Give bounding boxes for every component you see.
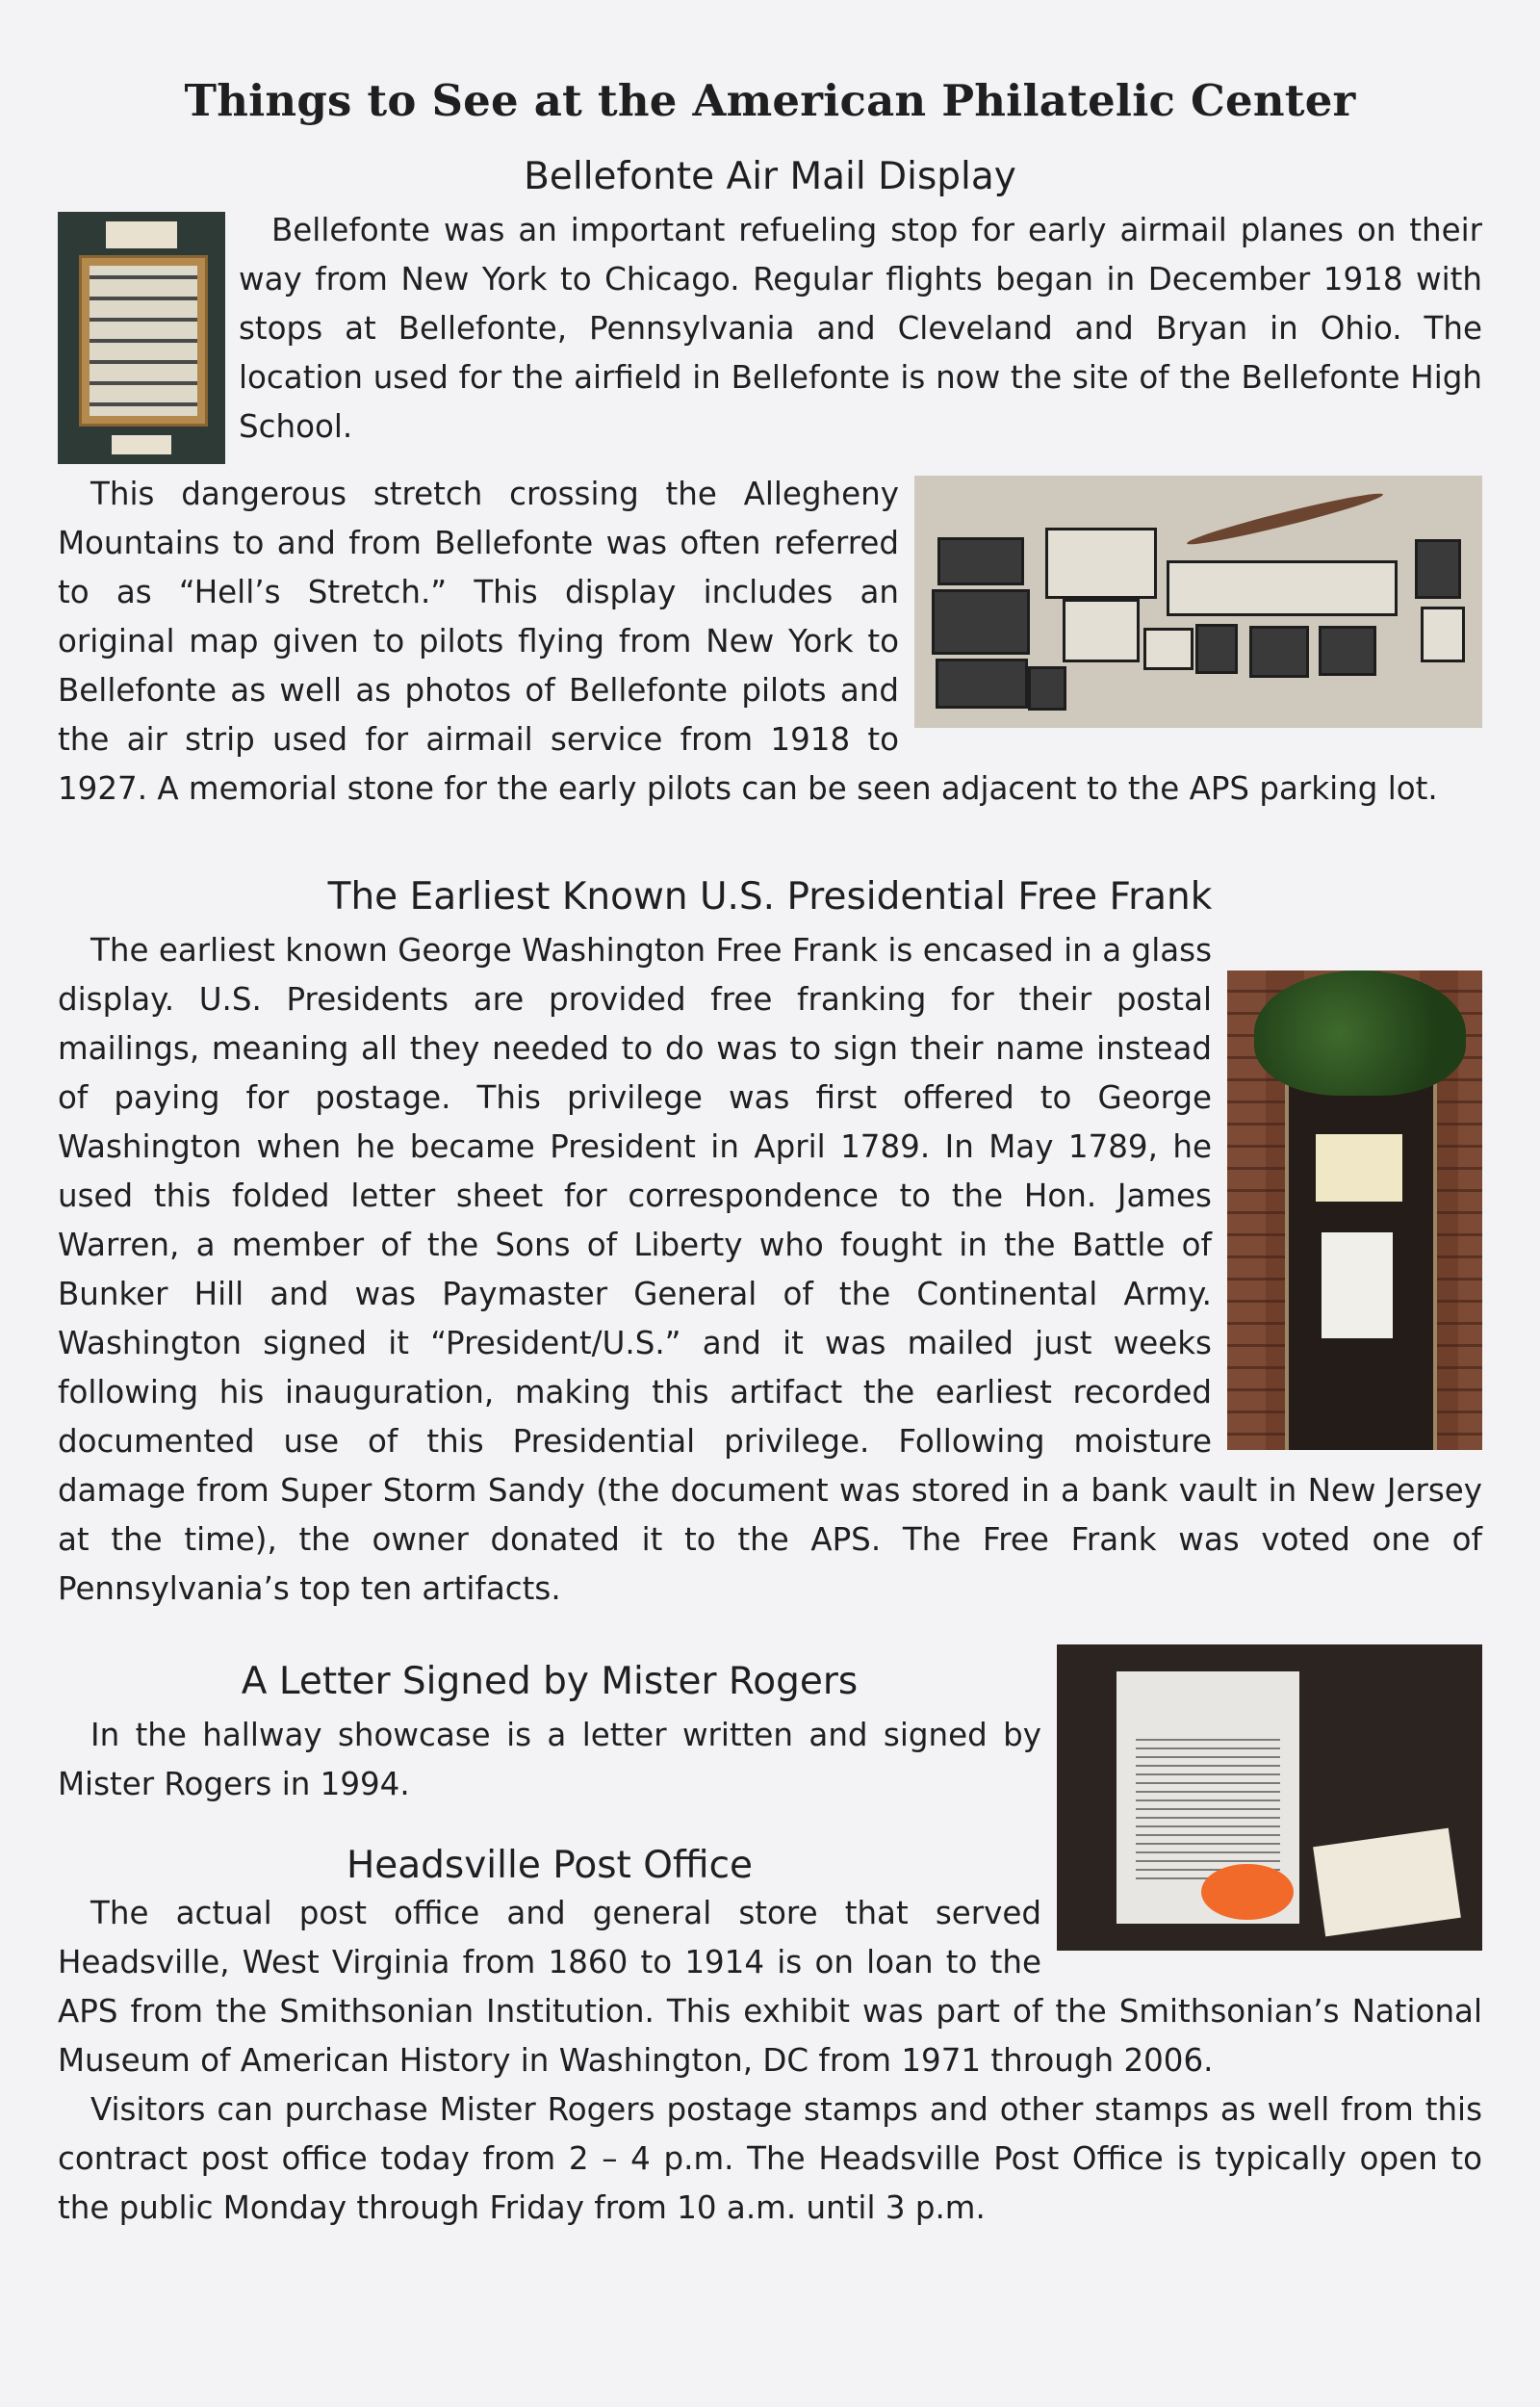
headsville-paragraph-1: The actual post office and general store that served Headsville, West Virginia from 1860 to 1914 is on loan to the APS from the Smithsonian Institution. This exhibit was part of the Smithsonian’s National Museum of American History in Washington, DC from 1971 through 2006. bbox=[58, 1895, 1482, 2079]
airmail-paragraph-1: Bellefonte was an important refueling stop for early airmail planes on their way from New York to Chicago. Regular flights began in December 1918 with stops at Bellefonte, Pennsylvania and Cleveland and Bryan in Ohio. The location used for the airfield in Bellefonte is now the site of the Bellefonte High School. bbox=[239, 212, 1482, 445]
photo-airmail-poster bbox=[58, 212, 225, 464]
section-heading-rogers: A Letter Signed by Mister Rogers bbox=[241, 1660, 859, 1703]
airmail-paragraph-2: This dangerous stretch crossing the Allegheny Mountains to and from Bellefonte was often referred to as “Hell’s Stretch.” This display includes an original map given to pilots flying from New York to Bellefonte as well as photos of Bellefonte pilots and the air strip used for airmail service from 1918 to 1927. A memorial stone for the early pilots can be seen adjacent to the APS parking lot. bbox=[58, 476, 1438, 807]
free-frank-paragraph: The earliest known George Washington Free Frank is encased in a glass display. U.S. Presidents are provided free franking for their postal mailings, meaning all they needed to do was to sign their name instead of paying for postage. This privilege was first offered to George Washington when he became President in April 1789. In May 1789, he used this folded letter sheet for correspondence to the Hon. James Warren, a member of the Sons of Liberty who fought in the Battle of Bunker Hill and was Paymaster General of the Continental Army. Washington signed it “President/U.S.” and it was mailed just weeks following his inauguration, making this artifact the earliest recorded documented use of this Presidential privilege. Following moisture damage from Super Storm Sandy (the document was stored in a bank vault in New Jersey at the time), the owner donated it to the APS. The Free Frank was voted one of Pennsylvania’s top ten artifacts. bbox=[58, 932, 1482, 1607]
section-heading-free-frank: The Earliest Known U.S. Presidential Free Frank bbox=[327, 875, 1213, 919]
photo-airmail-display-wall bbox=[914, 476, 1482, 728]
section-free-frank bbox=[58, 875, 1482, 1614]
section-heading-headsville: Headsville Post Office bbox=[346, 1844, 754, 1887]
section-airmail bbox=[58, 155, 1482, 814]
photo-free-frank-display bbox=[1227, 971, 1482, 1450]
section-heading-airmail: Bellefonte Air Mail Display bbox=[524, 155, 1016, 198]
photo-mister-rogers-letter bbox=[1057, 1644, 1482, 1951]
headsville-paragraph-2: Visitors can purchase Mister Rogers postage stamps and other stamps as well from this contract post office today from 2 – 4 p.m. The Headsville Post Office is typically open to the public Monday through Friday from 10 a.m. until 3 p.m. bbox=[58, 2091, 1482, 2226]
page-title: Things to See at the American Philatelic Center bbox=[184, 75, 1356, 126]
rogers-paragraph: In the hallway showcase is a letter written and signed by Mister Rogers in 1994. bbox=[58, 1717, 1041, 1802]
section-rogers-headsville bbox=[58, 1644, 1482, 2233]
